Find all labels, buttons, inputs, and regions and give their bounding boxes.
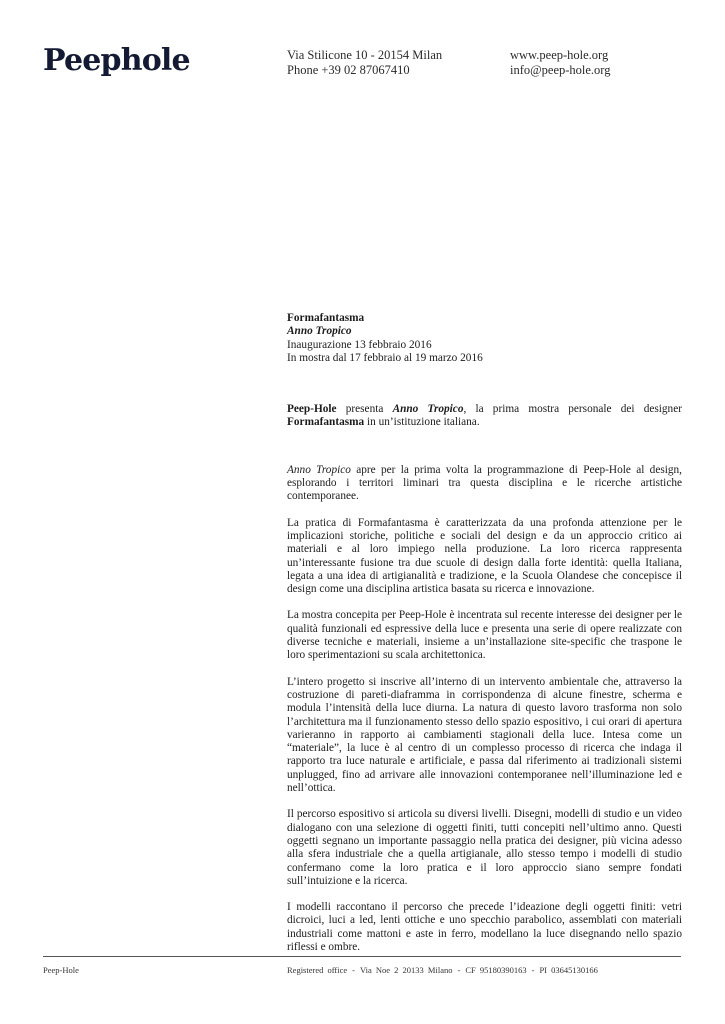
website-link[interactable]: www.peep-hole.org (510, 48, 609, 62)
footer-address: Via Noe 2 20133 Milano (359, 965, 453, 975)
footer-separator: - (352, 965, 355, 975)
phone-line: Phone +39 02 87067410 (287, 63, 410, 77)
press-release-body (287, 312, 682, 954)
intro-title: Anno Tropico (392, 403, 464, 416)
footer-registered-info (287, 965, 598, 975)
address-line: Via Stilicone 10 - 20154 Milan (287, 48, 443, 62)
intro-text-3: in un’istituzione italiana. (364, 416, 480, 429)
event-dates: In mostra dal 17 febbraio al 19 marzo 2016 (287, 351, 483, 364)
intro-paragraph (287, 403, 682, 430)
event-artist: Formafantasma (287, 312, 365, 324)
event-info (287, 312, 682, 365)
intro-org: Peep-Hole (287, 403, 337, 416)
footer-registered: Registered office (287, 965, 348, 975)
footer-divider (43, 956, 681, 957)
footer-pi: PI 03645130166 (539, 965, 598, 975)
email-link[interactable]: info@peep-hole.org (510, 63, 611, 77)
intro-artist: Formafantasma (287, 416, 365, 429)
event-title: Anno Tropico (287, 325, 352, 338)
event-opening: Inaugurazione 13 febbraio 2016 (287, 338, 432, 351)
para1-title: Anno Tropico (287, 463, 351, 476)
body-paragraph-1 (287, 464, 682, 504)
body-paragraph-2: La pratica di Formafantasma è caratterizzata da una profonda attenzione per le implicazioni storiche, politiche e sociali del design e da un approccio critico ai materiali e al loro impiego nella produzione. La loro ricerca rappresenta un’interessante fusione tra due scuole di design dalla forte identità: quella Italiana, legata a una idea di artigianalità e tradizione, e la Scuola Olandese che concepisce il design come una disciplina artistica basata su ricerca e innovazione. (287, 516, 682, 596)
intro-text-1: presenta (336, 403, 393, 416)
footer-org: Peep-Hole (43, 965, 79, 975)
body-paragraph-6: I modelli raccontano il percorso che precede l’ideazione degli oggetti finiti: vetri dicroici, luci a led, lenti ottiche e uno specchio parabolico, assemblati con materiali industriali come mattoni e aste in ferro, modellano la luce disegnando nello spazio riflessi e ombre. (287, 901, 682, 953)
footer-cf: CF 95180390163 (465, 965, 527, 975)
body-paragraph-3: La mostra concepita per Peep-Hole è incentrata sul recente interesse dei designer per le qualità funzionali ed espressive della luce e presenta una serie di opere realizzate con diverse tecniche e materiali, insieme a un’installazione site-specific che traspone le loro sperimentazioni su scala architettonica. (287, 609, 682, 662)
footer-separator: - (531, 965, 535, 975)
body-paragraph-4: L’intero progetto si inscrive all’interno di un intervento ambientale che, attraverso la costruzione di pareti-diaframma in corrispondenza di alcune finestre, scherma e modula l’intensità della luce diurna. La natura di questo lavoro trasforma non solo l’architettura ma il funzionamento stesso dello spazio espositivo, i cui orari di apertura varieranno in rapporto ai cambiamenti stagionali della luce. Intesa come un “materiale”, la luce è al centro di un complesso processo di ricerca che indaga il rapporto tra luce naturale e artificiale, e passa dal riferimento ai tradizionali sistemi unplugged, fino ad arrivare alle innovazioni contemporanee nell’illuminazione led e nell’ottica. (287, 675, 682, 795)
header-contacts (510, 48, 611, 78)
para1-text: apre per la prima volta la programmazione di Peep-Hole al design, esplorando i territori liminari tra questa disciplina e le ricerche artistiche contemporanee. (287, 463, 682, 503)
header-address (287, 48, 442, 78)
footer-separator: - (457, 965, 461, 975)
intro-text-2: , la prima mostra personale dei designer (463, 403, 682, 416)
peephole-logo: Peephole (43, 43, 190, 78)
body-paragraph-5: Il percorso espositivo si articola su diversi livelli. Disegni, modelli di studio e un video dialogano con una selezione di oggetti finiti, tutti concepiti nell’ultimo anno. Questi oggetti segnano un importante passaggio nella pratica dei designer, più vicina adesso alla sfera industriale che a quella artigianale, allo stesso tempo i modelli di studio confermano come la loro pratica e il loro approccio siano sempre fondati sull’intuizione e la ricerca. (287, 808, 682, 887)
